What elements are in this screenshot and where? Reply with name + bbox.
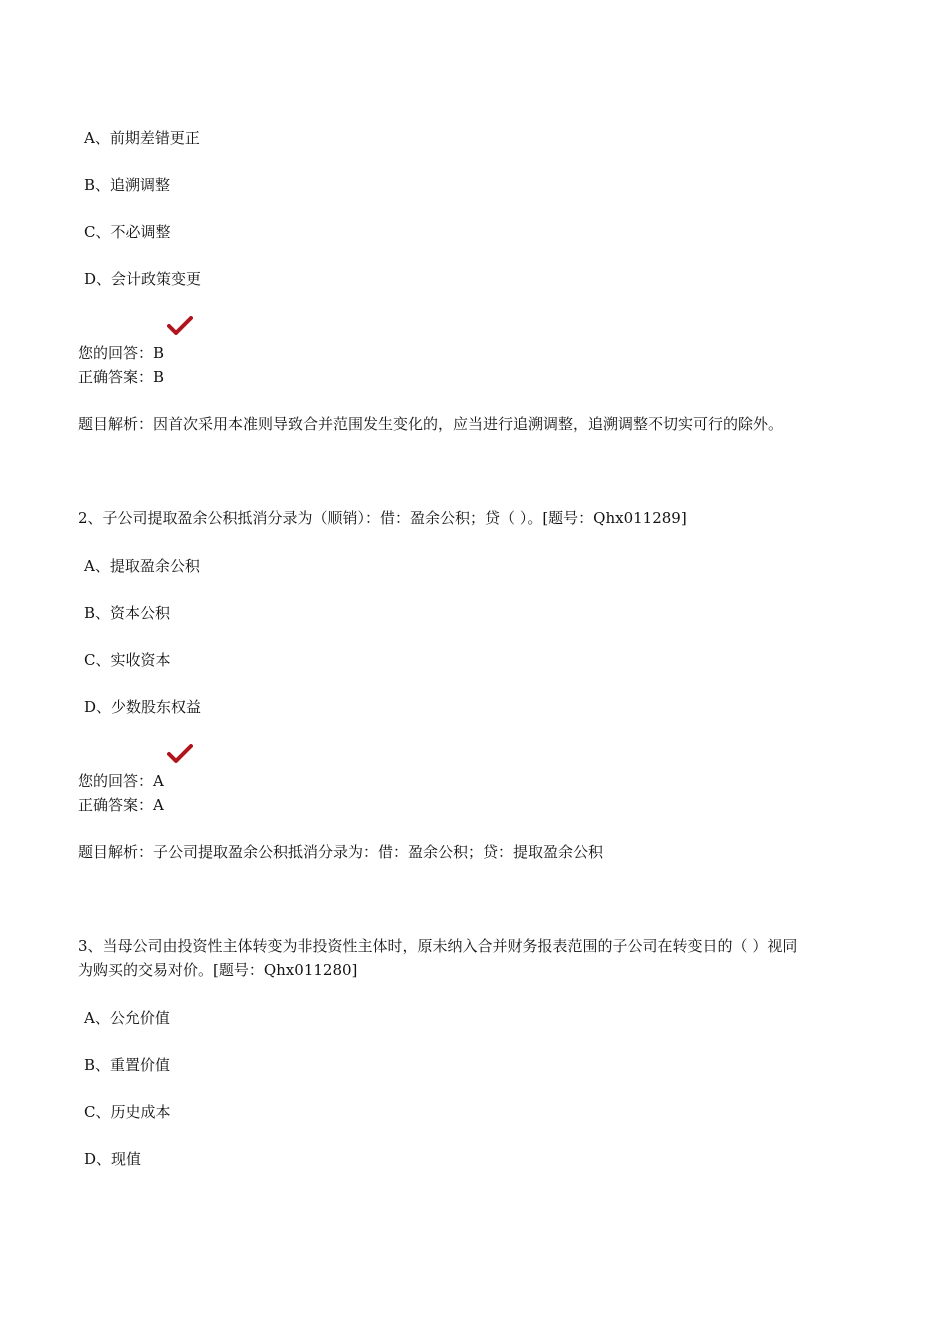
q1-your-answer bbox=[78, 343, 164, 363]
q1-option-b: B、追溯调整 bbox=[84, 176, 171, 194]
check-icon bbox=[167, 316, 193, 336]
analysis-text: 因首次采用本准则导致合并范围发生变化的，应当进行追溯调整，追溯调整不切实可行的除外。 bbox=[153, 415, 784, 433]
q3-option-a: A、公允价值 bbox=[84, 1009, 170, 1027]
q3-option-b: B、重置价值 bbox=[84, 1056, 171, 1074]
analysis-text: 子公司提取盈余公积抵消分录为：借：盈余公积；贷：提取盈余公积 bbox=[153, 843, 604, 861]
q2-option-c: C、实收资本 bbox=[84, 651, 171, 669]
correct-answer-value: B bbox=[153, 368, 165, 386]
your-answer-value: A bbox=[153, 772, 164, 790]
check-icon bbox=[167, 744, 193, 764]
correct-answer-value: A bbox=[153, 796, 164, 814]
q1-analysis bbox=[78, 414, 783, 434]
correct-answer-label: 正确答案： bbox=[78, 796, 154, 814]
q2-your-answer bbox=[78, 771, 164, 791]
q1-option-a: A、前期差错更正 bbox=[84, 129, 200, 147]
q3-title-line1: 3、当母公司由投资性主体转变为非投资性主体时，原未纳入合并财务报表范围的子公司在转变日的（ ）视同 bbox=[78, 937, 798, 955]
q3-title-line2: 为购买的交易对价。[题号：Qhx011280] bbox=[78, 961, 358, 979]
q3-option-d: D、现值 bbox=[84, 1150, 142, 1168]
q1-option-c: C、不必调整 bbox=[84, 223, 171, 241]
your-answer-label: 您的回答： bbox=[78, 772, 154, 790]
q1-option-d: D、会计政策变更 bbox=[84, 270, 202, 288]
correct-answer-label: 正确答案： bbox=[78, 368, 154, 386]
q1-correct-answer bbox=[78, 367, 164, 387]
q2-option-b: B、资本公积 bbox=[84, 604, 171, 622]
q3-option-c: C、历史成本 bbox=[84, 1103, 171, 1121]
your-answer-label: 您的回答： bbox=[78, 344, 154, 362]
q2-option-a: A、提取盈余公积 bbox=[84, 557, 200, 575]
q2-correct-answer bbox=[78, 795, 164, 815]
q2-title: 2、子公司提取盈余公积抵消分录为（顺销）：借：盈余公积；贷（ ）。[题号：Qhx011289] bbox=[78, 509, 687, 527]
analysis-label: 题目解析： bbox=[78, 843, 154, 861]
q2-option-d: D、少数股东权益 bbox=[84, 698, 202, 716]
q2-analysis bbox=[78, 842, 603, 862]
your-answer-value: B bbox=[153, 344, 165, 362]
analysis-label: 题目解析： bbox=[78, 415, 154, 433]
